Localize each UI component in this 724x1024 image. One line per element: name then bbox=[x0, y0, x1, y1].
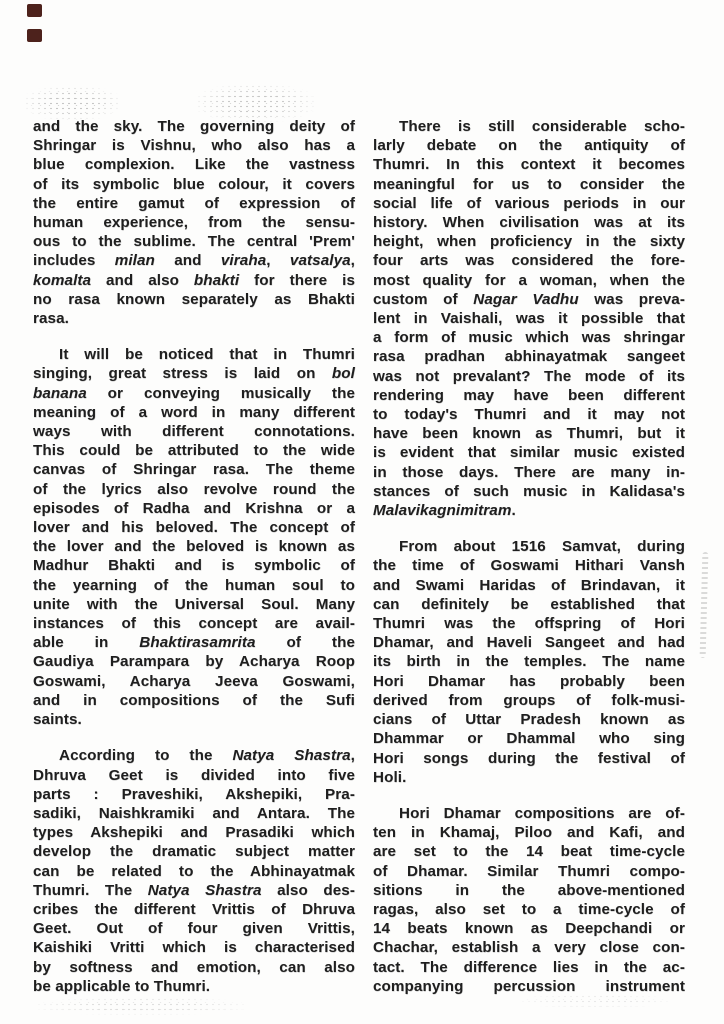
paragraph bbox=[33, 117, 355, 328]
italic-term: viraha bbox=[220, 252, 267, 270]
text-segment: rendering may have been different bbox=[373, 386, 685, 404]
text-segment: able in bbox=[33, 634, 140, 652]
text-line bbox=[33, 384, 355, 403]
text-segment: ways with different connotations. bbox=[33, 423, 355, 441]
text-segment: saints. bbox=[33, 711, 82, 729]
text-segment: Hori Dhamar compositions are of- bbox=[399, 804, 685, 822]
text-segment: , bbox=[266, 252, 290, 270]
text-line bbox=[373, 768, 685, 787]
text-line bbox=[373, 117, 685, 136]
text-line bbox=[33, 958, 355, 977]
text-line bbox=[33, 309, 355, 328]
scratch-artifact-right-margin bbox=[700, 552, 709, 658]
text-line bbox=[33, 919, 355, 938]
text-segment: , bbox=[350, 252, 355, 270]
text-segment: by softness and emotion, can also bbox=[33, 958, 355, 976]
text-segment: Hori songs during the festival of bbox=[373, 749, 685, 767]
text-segment: was preva- bbox=[578, 290, 685, 308]
text-segment: This could be attributed to the wide bbox=[33, 442, 355, 460]
text-segment: was not prevalant? The mode of its bbox=[373, 367, 685, 385]
paragraph bbox=[373, 537, 685, 787]
text-segment: cians of Uttar Pradesh known as bbox=[373, 711, 685, 729]
scan-smudge-bottom-left bbox=[36, 997, 246, 1015]
text-segment: stances of such music in Kalidasa's bbox=[373, 482, 685, 500]
text-line bbox=[33, 441, 355, 460]
text-segment: unite with the Universal Soul. Many bbox=[33, 595, 355, 613]
text-segment: a form of music which was shringar bbox=[373, 329, 685, 347]
text-segment: According to the bbox=[59, 747, 233, 765]
text-segment: 14 beats known as Deepchandi or bbox=[373, 920, 685, 938]
text-segment: four arts was considered the fore- bbox=[373, 252, 685, 270]
text-line bbox=[373, 672, 685, 691]
text-segment: Dhruva Geet is divided into five bbox=[33, 766, 355, 784]
text-line bbox=[373, 367, 685, 386]
text-line bbox=[373, 386, 685, 405]
text-line bbox=[373, 482, 685, 501]
text-line bbox=[373, 251, 685, 270]
text-line bbox=[373, 576, 685, 595]
text-line bbox=[33, 213, 355, 232]
text-line bbox=[373, 691, 685, 710]
text-segment: Thumri was the offspring of Hori bbox=[373, 615, 685, 633]
text-segment: derived from groups of folk-musi- bbox=[373, 691, 685, 709]
text-segment: Chachar, establish a very close con- bbox=[373, 939, 685, 957]
text-line bbox=[33, 460, 355, 479]
text-segment: social life of various periods in our bbox=[373, 194, 685, 212]
text-segment: meaning of a word in many different bbox=[33, 403, 355, 421]
text-line bbox=[373, 633, 685, 652]
text-segment: Dhammar or Dhammal who sing bbox=[373, 730, 685, 748]
text-segment: human experience, from the sensu- bbox=[33, 214, 355, 232]
italic-term: Natya Shastra bbox=[147, 881, 262, 899]
text-segment: and in compositions of the Sufi bbox=[33, 691, 355, 709]
text-line bbox=[33, 652, 355, 671]
italic-term: banana bbox=[33, 384, 87, 402]
text-line bbox=[373, 938, 685, 957]
text-segment: the entire gamut of expression of bbox=[33, 194, 355, 212]
text-segment: the yearning of the human soul to bbox=[33, 576, 355, 594]
text-segment: are set to the 14 beat time-cycle bbox=[373, 843, 685, 861]
text-line bbox=[373, 710, 685, 729]
text-line bbox=[373, 749, 685, 768]
text-column-right bbox=[373, 117, 685, 996]
corner-registration-mark-bottom bbox=[27, 29, 42, 42]
text-segment: There is still considerable scho- bbox=[399, 118, 685, 135]
paragraph bbox=[33, 746, 355, 996]
text-line bbox=[373, 405, 685, 424]
text-line bbox=[33, 556, 355, 575]
text-line bbox=[373, 958, 685, 977]
text-segment: episodes of Radha and Krishna or a bbox=[33, 499, 355, 517]
text-line bbox=[373, 919, 685, 938]
text-segment: Hori Dhamar has probably been bbox=[373, 672, 685, 690]
text-segment: Gaudiya Parampara by Acharya Roop bbox=[33, 653, 355, 671]
text-line bbox=[373, 443, 685, 462]
text-line bbox=[373, 136, 685, 155]
text-segment: ten in Khamaj, Piloo and Kafi, and bbox=[373, 824, 685, 842]
text-segment: cribes the different Vrittis of Dhruva bbox=[33, 900, 355, 918]
text-line bbox=[373, 652, 685, 671]
text-segment: canvas of Shringar rasa. The theme bbox=[33, 461, 355, 479]
text-line bbox=[373, 501, 685, 520]
text-line bbox=[33, 900, 355, 919]
italic-term: Bhaktirasamrita bbox=[139, 634, 256, 652]
italic-term: vatsalya bbox=[289, 252, 351, 270]
text-segment: also des- bbox=[261, 881, 356, 899]
italic-term: bhakti bbox=[193, 271, 240, 289]
text-segment: parts : Praveshiki, Akshepiki, Pra- bbox=[33, 785, 355, 803]
text-line bbox=[33, 881, 355, 900]
text-segment: ous to the sublime. The central 'Prem' bbox=[33, 233, 355, 251]
paragraph bbox=[373, 804, 685, 996]
text-segment: types Akshepiki and Prasadiki which bbox=[33, 824, 355, 842]
text-segment: its birth in the temples. The name bbox=[373, 653, 685, 671]
text-segment: , bbox=[350, 747, 355, 765]
text-line bbox=[373, 213, 685, 232]
text-segment: From about 1516 Samvat, during bbox=[399, 538, 685, 556]
text-line bbox=[373, 842, 685, 861]
text-segment: sitions in the above-mentioned bbox=[373, 881, 685, 899]
paragraph bbox=[373, 117, 685, 520]
text-line bbox=[33, 842, 355, 861]
text-segment: Holi. bbox=[373, 768, 407, 786]
corner-registration-mark-top bbox=[27, 4, 42, 17]
text-line bbox=[373, 537, 685, 556]
text-line bbox=[33, 785, 355, 804]
text-segment: be applicable to Thumri. bbox=[33, 977, 211, 995]
text-line bbox=[33, 364, 355, 383]
text-line bbox=[373, 194, 685, 213]
text-line bbox=[33, 422, 355, 441]
text-segment: no rasa known separately as Bhakti bbox=[33, 290, 355, 308]
text-segment: lover and his beloved. The concept of bbox=[33, 519, 355, 537]
text-segment: includes bbox=[33, 252, 115, 270]
text-segment: It will be noticed that in Thumri bbox=[59, 346, 355, 364]
text-line bbox=[33, 499, 355, 518]
text-column-left bbox=[33, 117, 355, 996]
text-line bbox=[373, 881, 685, 900]
text-line bbox=[33, 175, 355, 194]
text-segment: larly debate on the antiquity of bbox=[373, 137, 685, 155]
text-segment: . bbox=[511, 502, 516, 520]
text-segment: singing, great stress is laid on bbox=[33, 365, 332, 383]
text-segment: can definitely be established that bbox=[373, 595, 685, 613]
text-line bbox=[33, 136, 355, 155]
text-segment: Madhur Bhakti and is symbolic of bbox=[33, 557, 355, 575]
italic-term: bol bbox=[331, 365, 355, 383]
scan-smudge-bottom-right bbox=[520, 994, 670, 1008]
text-segment: and bbox=[154, 252, 221, 270]
text-line bbox=[373, 175, 685, 194]
text-segment: most quality for a woman, when the bbox=[373, 271, 685, 289]
text-line bbox=[373, 309, 685, 328]
text-segment: for there is bbox=[239, 271, 355, 289]
text-segment: rasa pradhan abhinayatmak sangeet bbox=[373, 348, 685, 366]
text-line bbox=[373, 271, 685, 290]
italic-term: Malavikagnimitram bbox=[373, 502, 512, 520]
text-segment: Dhamar, and Haveli Sangeet and had bbox=[373, 634, 685, 652]
text-segment: instances of this concept are avail- bbox=[33, 615, 355, 633]
italic-term: Natya Shastra bbox=[232, 747, 351, 765]
text-line bbox=[33, 977, 355, 996]
text-line bbox=[33, 251, 355, 270]
text-line bbox=[33, 480, 355, 499]
text-segment: to today's Thumri and it may not bbox=[373, 406, 685, 424]
text-line bbox=[373, 556, 685, 575]
text-segment: Kaishiki Vritti which is characterised bbox=[33, 939, 355, 957]
text-segment: Shringar is Vishnu, who also has a bbox=[33, 137, 355, 155]
text-line bbox=[373, 862, 685, 881]
text-line bbox=[33, 403, 355, 422]
text-line bbox=[373, 823, 685, 842]
text-segment: have been known as Thumri, but it bbox=[373, 425, 685, 443]
text-line bbox=[373, 232, 685, 251]
text-line bbox=[373, 155, 685, 174]
text-segment: ragas, also set to a time-cycle of bbox=[373, 900, 685, 918]
text-segment: is evident that similar music existed bbox=[373, 444, 685, 462]
text-line bbox=[373, 424, 685, 443]
text-segment: Thumri. In this context it becomes bbox=[373, 156, 685, 174]
text-segment: sadiki, Naishkramiki and Antara. The bbox=[33, 804, 355, 822]
text-segment: Goswami, Acharya Jeeva Goswami, bbox=[33, 672, 355, 690]
text-segment: and also bbox=[91, 271, 194, 289]
text-segment: custom of bbox=[373, 290, 474, 308]
italic-term: milan bbox=[114, 252, 155, 270]
text-segment: can be related to the Abhinayatmak bbox=[33, 862, 355, 880]
text-line bbox=[33, 271, 355, 290]
text-line bbox=[373, 614, 685, 633]
text-line bbox=[373, 290, 685, 309]
text-line bbox=[33, 804, 355, 823]
text-segment: and the sky. The governing deity of bbox=[33, 118, 355, 135]
text-line bbox=[33, 537, 355, 556]
paragraph bbox=[33, 345, 355, 729]
text-segment: and Swami Haridas of Brindavan, it bbox=[373, 576, 685, 594]
text-line bbox=[33, 595, 355, 614]
text-segment: history. When civilisation was at its bbox=[373, 214, 685, 232]
text-line bbox=[33, 823, 355, 842]
text-line bbox=[373, 463, 685, 482]
text-segment: height, when proficiency in the sixty bbox=[373, 233, 685, 251]
text-segment: the lover and the beloved is known as bbox=[33, 538, 355, 556]
text-line bbox=[373, 328, 685, 347]
text-line bbox=[33, 766, 355, 785]
text-line bbox=[33, 691, 355, 710]
text-line bbox=[373, 347, 685, 366]
text-line bbox=[373, 729, 685, 748]
text-segment: in those days. There are many in- bbox=[373, 463, 685, 481]
text-line bbox=[33, 117, 355, 136]
text-line bbox=[33, 938, 355, 957]
text-segment: or conveying musically the bbox=[86, 384, 355, 402]
text-line bbox=[33, 862, 355, 881]
text-line bbox=[373, 804, 685, 823]
scan-smudge-top-left bbox=[24, 86, 120, 120]
text-segment: of the bbox=[255, 634, 355, 652]
text-segment: of its symbolic blue colour, it covers bbox=[33, 175, 355, 193]
text-segment: rasa. bbox=[33, 310, 69, 328]
text-line bbox=[33, 232, 355, 251]
text-line bbox=[373, 900, 685, 919]
text-line bbox=[33, 345, 355, 364]
text-segment: develop the dramatic subject matter bbox=[33, 843, 355, 861]
text-segment: of Dhamar. Similar Thumri compo- bbox=[373, 862, 685, 880]
text-segment: companying percussion instrument bbox=[373, 977, 685, 995]
text-segment: the time of Goswami Hithari Vansh bbox=[373, 557, 685, 575]
text-line bbox=[33, 155, 355, 174]
text-segment: meaningful for us to consider the bbox=[373, 175, 685, 193]
text-line bbox=[33, 576, 355, 595]
italic-term: Nagar Vadhu bbox=[473, 290, 579, 308]
text-segment: tact. The difference lies in the ac- bbox=[373, 958, 685, 976]
text-segment: Geet. Out of four given Vrittis, bbox=[33, 920, 355, 938]
text-line bbox=[33, 194, 355, 213]
text-segment: blue complexion. Like the vastness bbox=[33, 156, 355, 174]
text-line bbox=[33, 633, 355, 652]
text-line bbox=[33, 672, 355, 691]
text-line bbox=[373, 595, 685, 614]
italic-term: komalta bbox=[33, 271, 92, 289]
text-line bbox=[33, 290, 355, 309]
text-line bbox=[33, 710, 355, 729]
text-segment: of the lyrics also revolve round the bbox=[33, 480, 355, 498]
text-line bbox=[33, 746, 355, 765]
text-line bbox=[33, 518, 355, 537]
text-segment: lent in Vaishali, was it possible that bbox=[373, 310, 685, 328]
text-segment: Thumri. The bbox=[33, 881, 148, 899]
text-line bbox=[373, 977, 685, 996]
text-line bbox=[33, 614, 355, 633]
